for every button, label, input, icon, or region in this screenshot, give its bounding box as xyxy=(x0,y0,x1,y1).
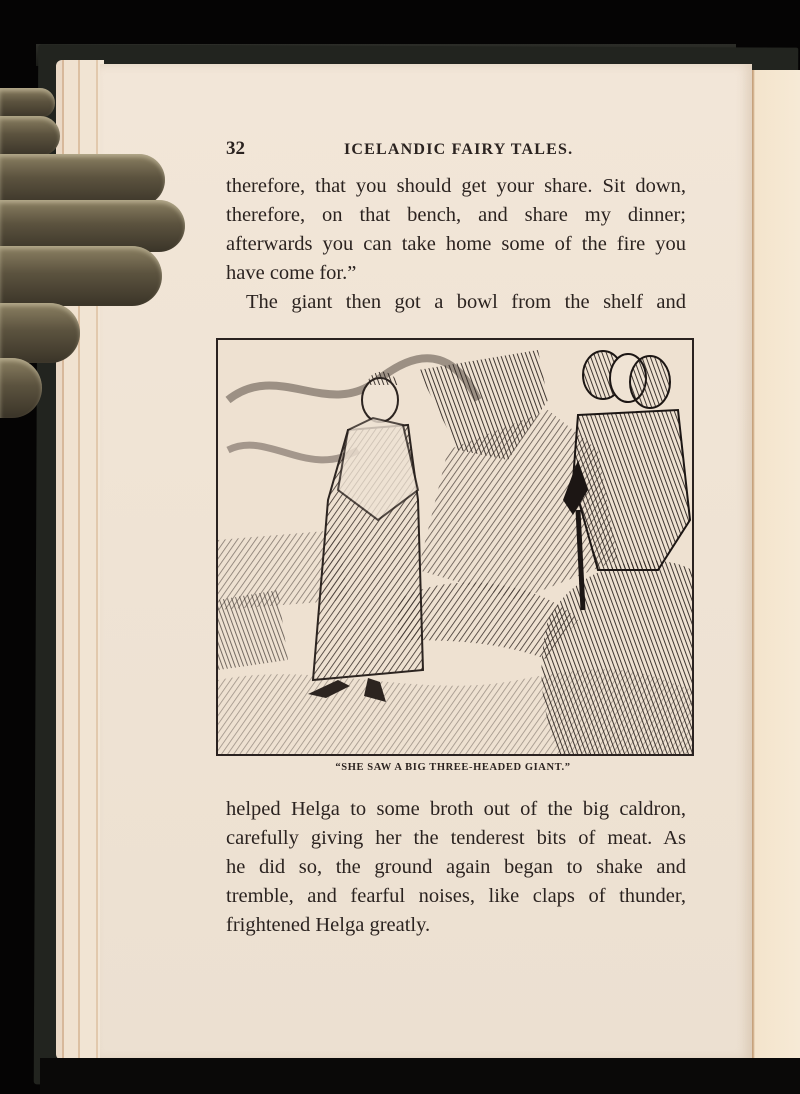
metal-clip-holder xyxy=(0,88,185,418)
paragraph-top xyxy=(226,172,686,317)
page-header xyxy=(226,138,686,164)
table-shadow xyxy=(40,1058,800,1094)
illustration-three-headed-giant xyxy=(216,338,694,756)
facing-page-edge xyxy=(752,70,800,1060)
text-line: therefore, on that bench, and share my dinner; xyxy=(226,204,686,226)
paragraph-bottom xyxy=(226,795,686,940)
text-line: have come for.” xyxy=(226,262,357,284)
running-head: ICELANDIC FAIRY TALES. xyxy=(344,141,574,158)
text-line: helped Helga to some broth out of the big caldron, xyxy=(226,798,686,820)
text-line: The giant then got a bowl from the shelf and xyxy=(246,291,686,313)
page-number: 32 xyxy=(226,138,245,159)
engraving-image xyxy=(218,340,692,754)
text-line: tremble, and fearful noises, like claps of thunder, xyxy=(226,885,686,907)
text-line: therefore, that you should get your share. Sit down, xyxy=(226,175,686,197)
text-line: frightened Helga greatly. xyxy=(226,914,431,936)
text-line: carefully giving her the tenderest bits of meat. As xyxy=(226,827,686,849)
illustration-caption: “SHE SAW A BIG THREE-HEADED GIANT.” xyxy=(335,762,571,773)
text-line: he did so, the ground again began to shake and xyxy=(226,856,686,878)
text-line: afterwards you can take home some of the fire you xyxy=(226,233,686,255)
